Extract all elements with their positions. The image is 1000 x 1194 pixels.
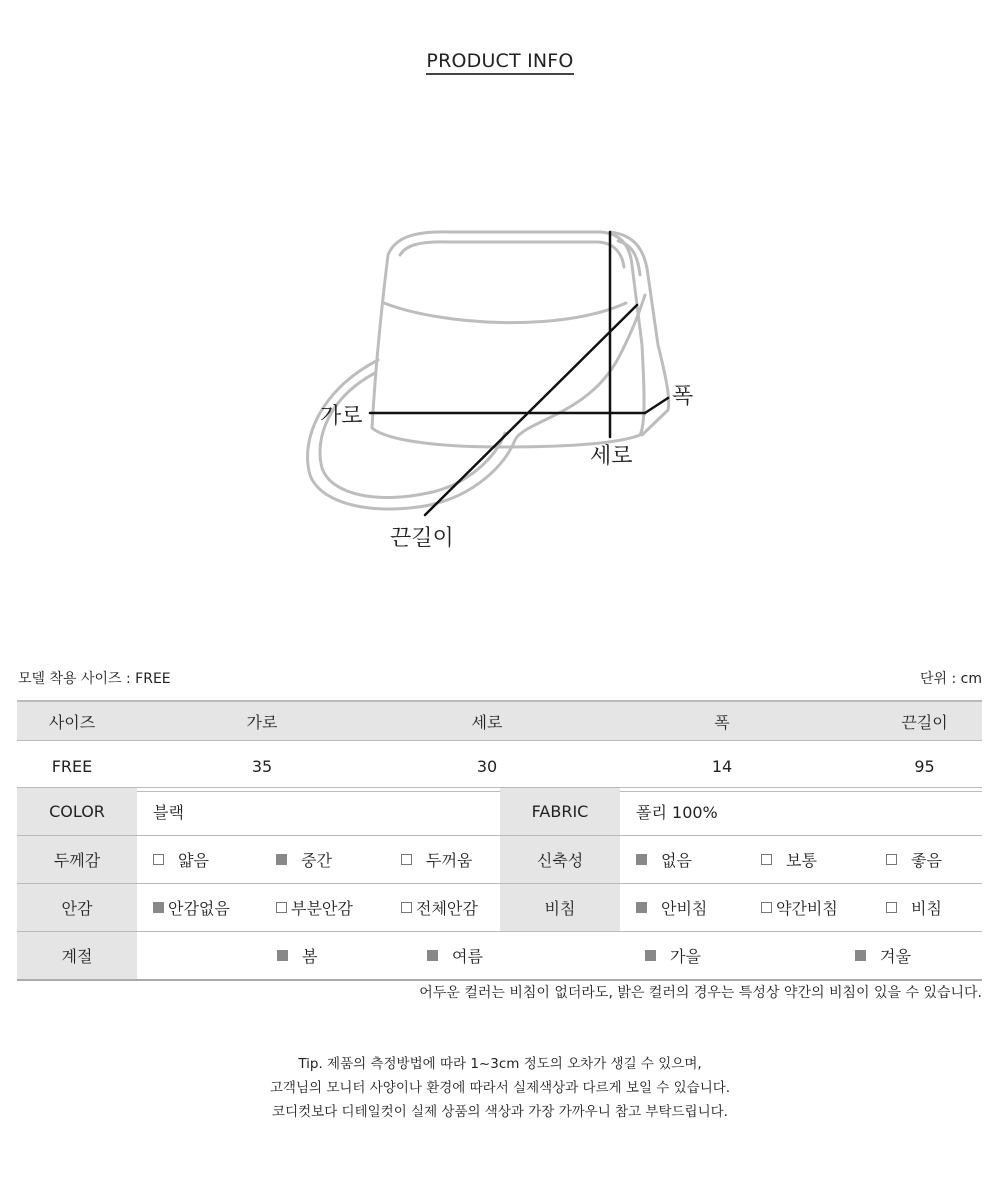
season-option-label: 여름 xyxy=(452,947,483,966)
lining-option-label: 안감없음 xyxy=(168,899,230,918)
lining-seethrough-row xyxy=(17,884,982,932)
size-value: FREE xyxy=(17,741,127,792)
stretch-option xyxy=(745,836,870,884)
size-header: 사이즈 xyxy=(17,701,127,741)
stretch-option-label: 없음 xyxy=(661,851,692,870)
season-option-label: 봄 xyxy=(302,947,318,966)
season-option xyxy=(137,944,342,967)
label-strap: 끈길이 xyxy=(390,526,454,551)
checkbox-icon xyxy=(153,854,164,865)
color-fabric-row xyxy=(17,788,982,836)
fabric-value: 폴리 100% xyxy=(620,788,982,836)
seethrough-option-label: 안비침 xyxy=(661,899,708,918)
label-width: 가로 xyxy=(320,404,363,429)
checkbox-checked-icon xyxy=(636,854,647,865)
stretch-option xyxy=(620,836,745,884)
info-table xyxy=(17,787,982,981)
width-value: 35 xyxy=(127,741,397,792)
season-option xyxy=(720,944,930,967)
lining-label: 안감 xyxy=(17,884,137,932)
label-depth: 폭 xyxy=(672,384,694,409)
thickness-label: 두께감 xyxy=(17,836,137,884)
thickness-option-label: 얇음 xyxy=(178,851,209,870)
depth-value: 14 xyxy=(577,741,867,792)
lining-option-label: 부분안감 xyxy=(291,899,353,918)
unit-text: 단위 : cm xyxy=(919,671,982,687)
season-options xyxy=(137,932,982,981)
strap-header: 끈길이 xyxy=(867,701,982,741)
height-value: 30 xyxy=(397,741,577,792)
tips-block xyxy=(0,1052,1000,1124)
size-row xyxy=(17,741,982,792)
color-note: 어두운 컬러는 비침이 없더라도, 밝은 컬러의 경우는 특성상 약간의 비침이 있을 수 있습니다. xyxy=(419,985,982,1001)
tip-line: Tip. 제품의 측정방법에 따라 1~3cm 정도의 오차가 생길 수 있으며, xyxy=(298,1056,702,1072)
seethrough-option xyxy=(620,884,745,932)
checkbox-checked-icon xyxy=(153,902,164,913)
lining-option xyxy=(260,884,385,932)
stretch-option-label: 좋음 xyxy=(911,851,942,870)
checkbox-icon xyxy=(886,854,897,865)
season-option xyxy=(342,944,502,967)
thickness-stretch-row xyxy=(17,836,982,884)
label-height: 세로 xyxy=(590,444,633,469)
color-value: 블랙 xyxy=(137,788,500,836)
checkbox-checked-icon xyxy=(277,950,288,961)
height-header: 세로 xyxy=(397,701,577,741)
checkbox-checked-icon xyxy=(276,854,287,865)
checkbox-checked-icon xyxy=(645,950,656,961)
seethrough-option-label: 약간비침 xyxy=(776,899,838,918)
checkbox-icon xyxy=(401,902,412,913)
stretch-label: 신축성 xyxy=(500,836,620,884)
checkbox-icon xyxy=(401,854,412,865)
size-header-row xyxy=(17,701,982,741)
season-row xyxy=(17,932,982,981)
season-option xyxy=(502,944,720,967)
bag-illustration xyxy=(300,225,720,565)
season-label: 계절 xyxy=(17,932,137,981)
lining-option-label: 전체안감 xyxy=(416,899,478,918)
thickness-option-label: 두꺼움 xyxy=(426,851,473,870)
seethrough-option xyxy=(745,884,870,932)
checkbox-icon xyxy=(886,902,897,913)
tip-line: 코디컷보다 디테일컷이 실제 상품의 색상과 가장 가까우니 참고 부탁드립니다. xyxy=(272,1104,728,1120)
fabric-label: FABRIC xyxy=(500,788,620,836)
width-header: 가로 xyxy=(127,701,397,741)
season-option-label: 가을 xyxy=(670,947,701,966)
model-size-text: 모델 착용 사이즈 : FREE xyxy=(18,671,171,687)
checkbox-checked-icon xyxy=(855,950,866,961)
thickness-option xyxy=(385,836,500,884)
page-title: PRODUCT INFO xyxy=(0,50,1000,72)
checkbox-checked-icon xyxy=(427,950,438,961)
checkbox-icon xyxy=(761,854,772,865)
checkbox-icon xyxy=(276,902,287,913)
stretch-option xyxy=(870,836,982,884)
lining-option xyxy=(385,884,500,932)
bag-diagram xyxy=(300,225,720,565)
depth-header: 폭 xyxy=(577,701,867,741)
strap-value: 95 xyxy=(867,741,982,792)
tip-line: 고객님의 모니터 사양이나 환경에 따라서 실제색상과 다르게 보일 수 있습니다. xyxy=(269,1080,731,1096)
checkbox-checked-icon xyxy=(636,902,647,913)
checkbox-icon xyxy=(761,902,772,913)
color-label: COLOR xyxy=(17,788,137,836)
seethrough-option-label: 비침 xyxy=(911,899,942,918)
seethrough-label: 비침 xyxy=(500,884,620,932)
stretch-option-label: 보통 xyxy=(786,851,817,870)
season-option-label: 겨울 xyxy=(880,947,911,966)
seethrough-option xyxy=(870,884,982,932)
lining-option xyxy=(137,884,260,932)
thickness-option-label: 중간 xyxy=(301,851,332,870)
thickness-option xyxy=(260,836,385,884)
size-table xyxy=(17,700,982,792)
thickness-option xyxy=(137,836,260,884)
